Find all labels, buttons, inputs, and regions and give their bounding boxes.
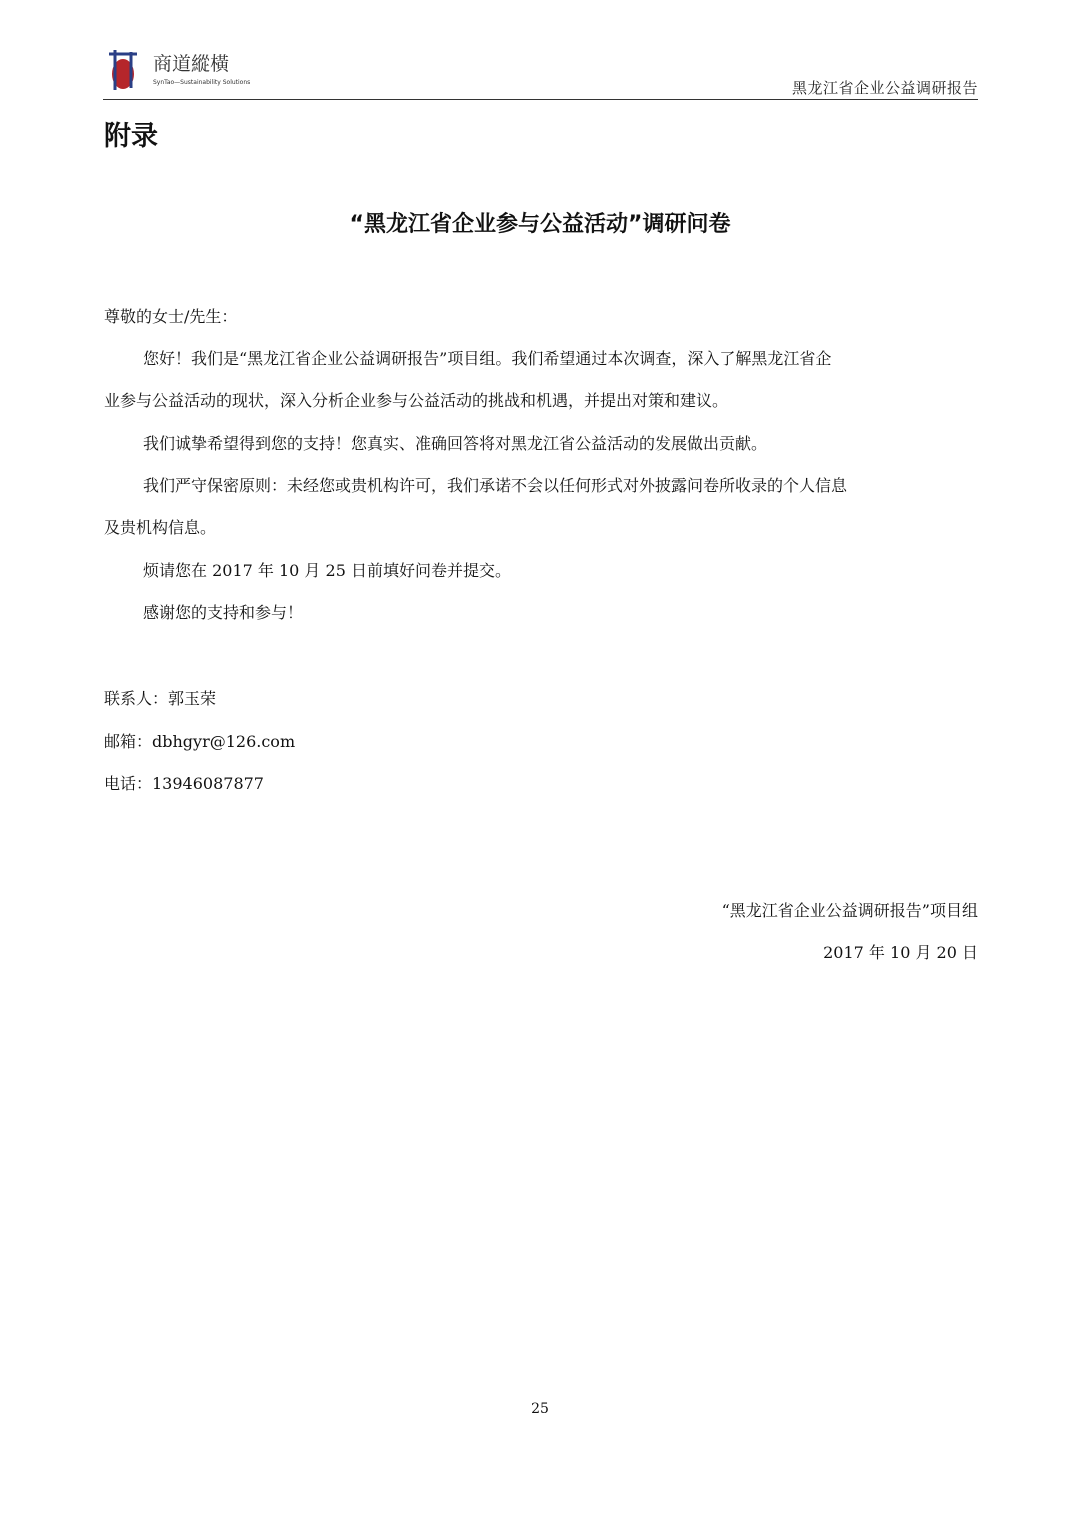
- syntao-logo-icon: [103, 44, 273, 94]
- confidentiality-paragraph-line2: 及贵机构信息。: [104, 518, 217, 537]
- signature-date: 2017 年 10 月 20 日: [823, 943, 978, 962]
- intro-paragraph-line2: 业参与公益活动的现状，深入分析企业参与公益活动的挑战和机遇，并提出对策和建议。: [104, 391, 729, 410]
- questionnaire-title: “黑龙江省企业参与公益活动”调研问卷: [349, 212, 731, 237]
- salutation: 尊敬的女士/先生：: [104, 307, 238, 326]
- signature-group: “黑龙江省企业公益调研报告”项目组: [721, 901, 978, 920]
- contact-phone: 电话：13946087877: [104, 774, 264, 793]
- deadline-paragraph: 烦请您在 2017 年 10 月 25 日前填好问卷并提交。: [143, 561, 511, 580]
- contact-email: 邮箱：dbhgyr@126.com: [104, 732, 296, 751]
- header-divider: [103, 99, 978, 100]
- appendix-heading: 附录: [104, 121, 158, 152]
- support-paragraph: 我们诚挚希望得到您的支持！您真实、准确回答将对黑龙江省公益活动的发展做出贡献。: [143, 434, 768, 453]
- logo-tagline: SynTao—Sustainability Solutions: [153, 79, 251, 86]
- page-number: 25: [531, 1401, 549, 1417]
- confidentiality-paragraph-line1: 我们严守保密原则：未经您或贵机构许可，我们承诺不会以任何形式对外披露问卷所收录的个人信息: [143, 476, 848, 495]
- intro-paragraph-line1: 您好！我们是“黑龙江省企业公益调研报告”项目组。我们希望通过本次调查，深入了解黑龙江省企: [143, 349, 832, 368]
- logo-brand-text: 商道縱橫: [153, 53, 230, 75]
- header-report-title: 黑龙江省企业公益调研报告: [791, 79, 978, 97]
- contact-person: 联系人：郭玉荣: [104, 689, 217, 708]
- thanks-paragraph: 感谢您的支持和参与！: [143, 603, 304, 622]
